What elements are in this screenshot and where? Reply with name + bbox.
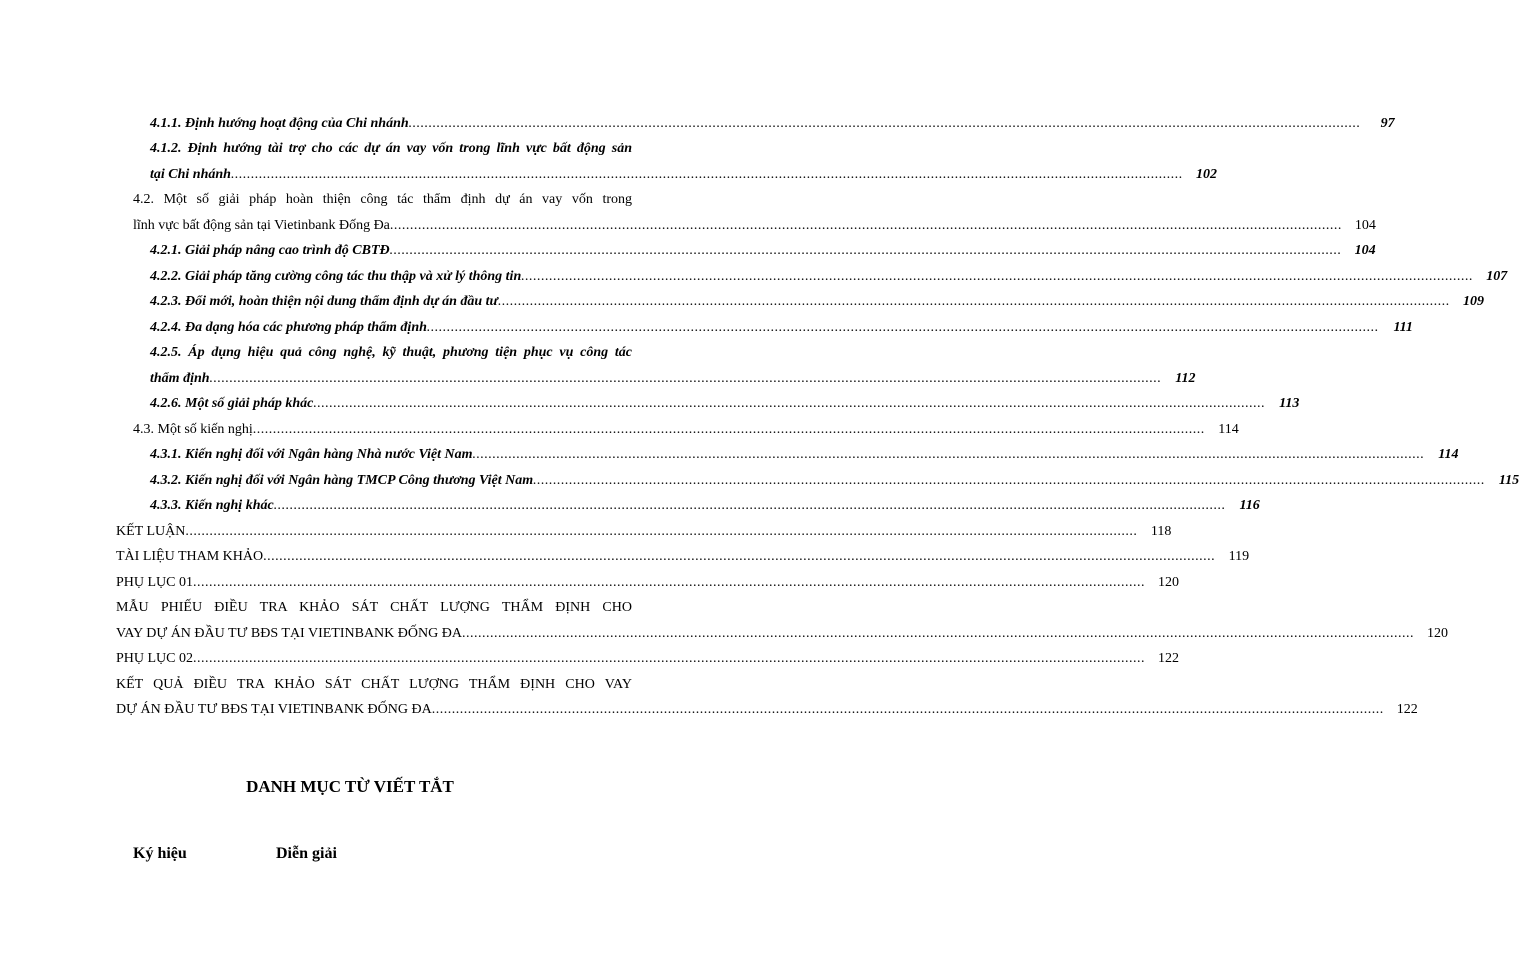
toc-entry: 4.3. Một số kiến nghị ..... 114 (133, 421, 632, 439)
toc-entry: 4.3.3. Kiến nghị khác ..... 116 (150, 497, 632, 515)
abbreviations-title: DANH MỤC TỪ VIẾT TẮT (246, 777, 454, 796)
toc-entry: 4.1.1. Định hướng hoạt động của Chi nhánh ..... 97 (150, 115, 632, 133)
toc-entry: 4.2.2. Giải pháp tăng cường công tác thu thập và xử lý thông tin ..... 107 (150, 268, 632, 286)
column-header-symbol: Ký hiệu (133, 845, 187, 862)
toc-entry: 4.2.4. Đa dạng hóa các phương pháp thẩm định ..... 111 (150, 319, 632, 337)
toc-entry: KẾT QUẢ ĐIỀU TRA KHẢO SÁT CHẤT LƯỢNG THẨM ĐỊNH CHO VAY (116, 677, 632, 692)
column-header-meaning: Diễn giải (276, 845, 337, 862)
toc-entry: 4.3.1. Kiến nghị đối với Ngân hàng Nhà nước Việt Nam ..... 114 (150, 446, 632, 464)
toc-entry-continuation: tại Chi nhánh ..... 102 (150, 166, 632, 184)
toc-entry: 4.2. Một số giải pháp hoàn thiện công tác thẩm định dự án vay vốn trong (133, 192, 632, 207)
toc-entry: 4.1.2. Định hướng tài trợ cho các dự án vay vốn trong lĩnh vực bất động sản (150, 141, 632, 156)
toc-entry: 4.2.3. Đổi mới, hoàn thiện nội dung thẩm định dự án đầu tư ..... 109 (150, 293, 632, 311)
toc-entry-continuation: VAY DỰ ÁN ĐẦU TƯ BĐS TẠI VIETINBANK ĐỐNG ĐA ..... 120 (116, 625, 632, 643)
toc-entry: 4.2.5. Áp dụng hiệu quả công nghệ, kỹ thuật, phương tiện phục vụ công tác (150, 345, 632, 360)
toc-entry: PHỤ LỤC 01 ..... 120 (116, 574, 632, 592)
toc-entry: 4.2.6. Một số giải pháp khác ..... 113 (150, 395, 632, 413)
toc-entry: MẪU PHIẾU ĐIỀU TRA KHẢO SÁT CHẤT LƯỢNG THẨM ĐỊNH CHO (116, 600, 632, 615)
toc-entry: KẾT LUẬN ..... 118 (116, 523, 632, 541)
toc-entry: 4.2.1. Giải pháp nâng cao trình độ CBTĐ ..... 104 (150, 242, 632, 260)
toc-entry-continuation: DỰ ÁN ĐẦU TƯ BĐS TẠI VIETINBANK ĐỐNG ĐA ..... 122 (116, 701, 632, 719)
toc-entry-continuation: lĩnh vực bất động sản tại Vietinbank Đống Đa ..... 104 (133, 217, 632, 235)
toc-entry-continuation: thẩm định ..... 112 (150, 370, 632, 388)
toc-entry: 4.3.2. Kiến nghị đối với Ngân hàng TMCP Công thương Việt Nam ..... 115 (150, 472, 632, 490)
toc-entry: PHỤ LỤC 02 ..... 122 (116, 650, 632, 668)
toc-entry: TÀI LIỆU THAM KHẢO ..... 119 (116, 548, 632, 566)
